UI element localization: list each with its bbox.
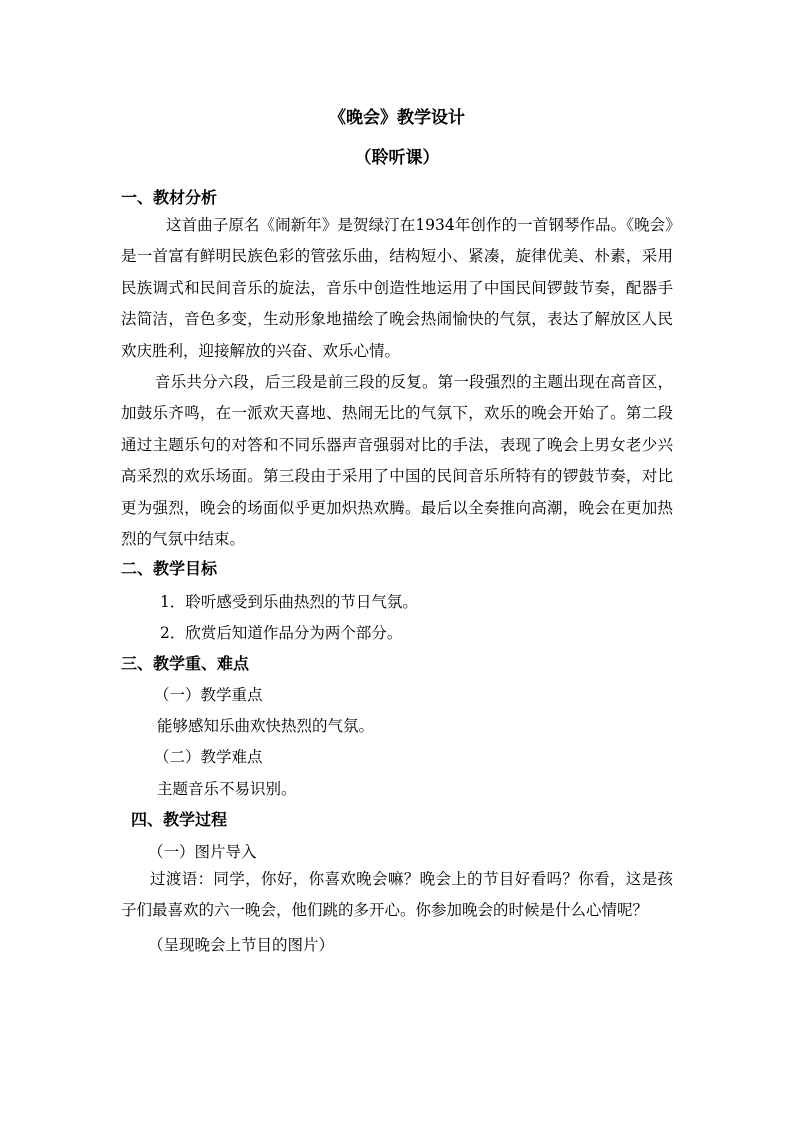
difficult-points-text: 主题音乐不易识别。 <box>157 780 297 798</box>
subheading-picture-intro: （一）图片导入 <box>148 843 257 861</box>
section-heading-key-difficult-points: 三、教学重、难点 <box>121 654 250 673</box>
material-analysis-paragraph-1: 这首曲子原名《闹新年》是贺绿汀在1934年创作的一首钢琴作品。《晚会》是一首富有鲜明民族色彩的管弦乐曲，结构短小、紧凑，旋律优美、朴素，采用民族调式和民间音乐的旋法，音乐中创造性地运用了中国民间锣鼓节奏，配器手法简洁，音色多变，生动形象地描绘了晚会热闹愉快的气氛，表达了解放区人民欢庆胜利，迎接解放的兴奋、欢乐心情。 <box>121 216 673 360</box>
picture-presentation-note: （呈现晚会上节目的图片） <box>148 936 335 954</box>
key-points-text: 能够感知乐曲欢快热烈的气氛。 <box>157 717 375 735</box>
teaching-goal-item-1: 1．聆听感受到乐曲热烈的节日气氛。 <box>160 593 418 611</box>
section-heading-teaching-process: 四、教学过程 <box>131 810 228 829</box>
transition-dialogue-paragraph: 过渡语：同学，你好，你喜欢晚会嘛？晚会上的节目好看吗？你看，这是孩子们最喜欢的六一晚会，他们跳的多开心。你参加晚会的时候是什么心情呢？ <box>121 870 673 920</box>
document-title: 《晚会》教学设计 <box>329 108 465 128</box>
section-heading-teaching-goals: 二、教学目标 <box>121 559 218 578</box>
subheading-difficult-points: （二）教学难点 <box>154 748 263 766</box>
document-subtitle: （聆听课） <box>354 148 440 168</box>
subheading-key-points: （一）教学重点 <box>154 686 263 704</box>
material-analysis-paragraph-2: 音乐共分六段，后三段是前三段的反复。第一段强烈的主题出现在高音区，加鼓乐齐鸣，在一派欢天喜地、热闹无比的气氛下，欢乐的晚会开始了。第二段通过主题乐句的对答和不同乐器声音强弱对比的手法，表现了晚会上男女老少兴高采烈的欢乐场面。第三段由于采用了中国的民间音乐所特有的锣鼓节奏，对比更为强烈，晚会的场面似乎更加炽热欢腾。最后以全奏推向高潮，晚会在更加热烈的气氛中结束。 <box>121 373 673 549</box>
section-heading-material-analysis: 一、教材分析 <box>121 188 218 207</box>
teaching-goal-item-2: 2．欣赏后知道作品分为两个部分。 <box>160 624 403 642</box>
